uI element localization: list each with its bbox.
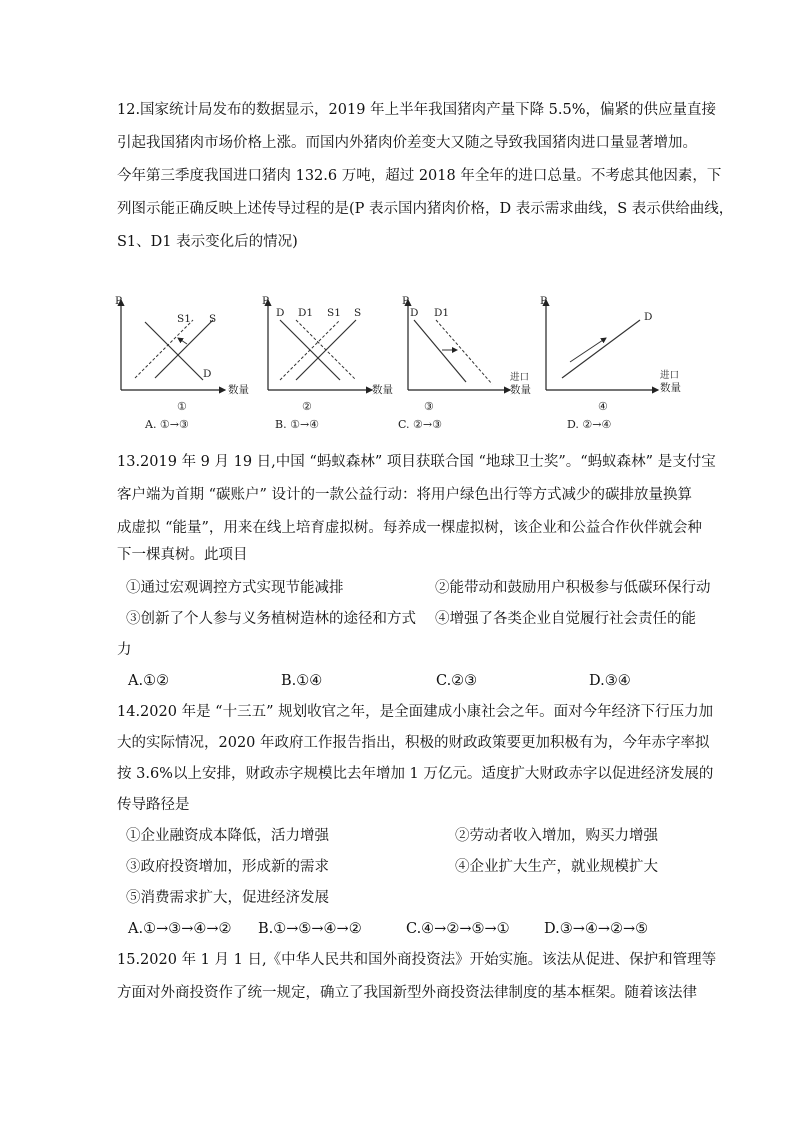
graph-4-number: ④ <box>598 400 608 413</box>
axis-label-p: P <box>402 295 410 307</box>
demand-d-curve <box>414 320 466 382</box>
label-d: D <box>276 307 285 319</box>
demand-d-curve <box>145 322 203 380</box>
q13-option-a: A.①② <box>128 673 170 689</box>
q12-line: 12.国家统计局发布的数据显示，2019 年上半年我国猪肉产量下降 5.5%，偏紧的供应量直接 <box>117 102 717 118</box>
option-d: D. ②→④ <box>567 418 612 431</box>
graph-3-number: ③ <box>424 400 434 413</box>
q14-item-2: ②劳动者收入增加，购买力增强 <box>455 828 658 844</box>
demand-d1-curve <box>436 320 492 384</box>
label-s: S <box>209 313 217 325</box>
q12-line: S1、D1 表示变化后的情况) <box>117 234 298 250</box>
q13-item-3: ③创新了个人参与义务植树造林的途径和方式 <box>126 611 416 627</box>
label-d: D <box>203 368 212 380</box>
option-c: C. ②→③ <box>398 418 442 431</box>
q14-option-c: C.④→②→⑤→① <box>406 921 510 937</box>
x-axis-label-quantity: 数量 <box>510 384 531 396</box>
option-b: B. ①→④ <box>275 418 320 431</box>
graph-4 <box>540 292 690 397</box>
x-axis-label: 数量 <box>372 384 393 396</box>
graph-1-number: ① <box>177 400 187 413</box>
label-s: S <box>354 307 362 319</box>
q12-line: 列图示能正确反映上述传导过程的是(P 表示国内猪肉价格，D 表示需求曲线，S 表示供给曲线， <box>117 201 734 217</box>
q14-item-3: ③政府投资增加，形成新的需求 <box>126 859 329 875</box>
q14-option-d: D.③→④→②→⑤ <box>544 921 649 937</box>
q15-line: 15.2020 年 1 月 1 日,《中华人民共和国外商投资法》开始实施。该法从促进、保护和管理等 <box>117 952 717 968</box>
graph-3 <box>402 292 552 397</box>
q13-item-4-cont: 力 <box>117 642 132 658</box>
x-axis-label-import: 进口 <box>660 370 680 381</box>
q15-line: 方面对外商投资作了统一规定，确立了我国新型外商投资法律制度的基本框架。随着该法律 <box>117 985 697 1001</box>
axis-label-p: P <box>540 295 548 307</box>
q14-option-b: B.①→⑤→④→② <box>258 921 362 937</box>
label-s1: S1 <box>177 313 191 325</box>
axis-label-p: P <box>115 295 123 307</box>
q13-item-2: ②能带动和鼓励用户积极参与低碳环保行动 <box>435 580 711 596</box>
q12-line: 引起我国猪肉市场价格上涨。而国内外猪肉价差变大又随之导致我国猪肉进口量显著增加。 <box>117 135 697 151</box>
q14-option-a: A.①→③→④→② <box>128 921 232 937</box>
graph-2 <box>262 292 412 397</box>
x-axis-label-import: 进口 <box>510 372 530 383</box>
x-axis-label: 数量 <box>228 384 249 396</box>
q14-line: 大的实际情况，2020 年政府工作报告指出，积极的财政政策要更加积极有为，今年赤字率拟 <box>117 735 710 751</box>
q14-item-5: ⑤消费需求扩大，促进经济发展 <box>126 890 329 906</box>
graph-1 <box>115 292 265 397</box>
label-d: D <box>410 307 419 319</box>
x-axis-label-quantity: 数量 <box>660 382 681 394</box>
q13-item-1: ①通过宏观调控方式实现节能减排 <box>126 580 344 596</box>
q13-item-4: ④增强了各类企业自觉履行社会责任的能 <box>435 611 696 627</box>
q13-option-d: D.③④ <box>589 673 631 689</box>
q13-line: 13.2019 年 9 月 19 日,中国 “蚂蚁森林” 项目获联合国 “地球卫士奖”。“蚂蚁森林” 是支付宝 <box>117 454 716 470</box>
q14-item-4: ④企业扩大生产，就业规模扩大 <box>455 859 658 875</box>
q14-line: 按 3.6%以上安排，财政赤字规模比去年增加 1 万亿元。适度扩大财政赤字以促进经济发展的 <box>117 766 714 782</box>
q13-option-b: B.①④ <box>281 673 323 689</box>
q13-option-c: C.②③ <box>436 673 478 689</box>
q14-item-1: ①企业融资成本降低，活力增强 <box>126 828 329 844</box>
q14-line: 传导路径是 <box>117 797 190 813</box>
option-a: A. ①→③ <box>145 418 189 431</box>
label-d: D <box>644 311 653 323</box>
shift-arrow <box>178 338 187 344</box>
label-s1: S1 <box>327 307 341 319</box>
q14-line: 14.2020 年是 “十三五” 规划收官之年，是全面建成小康社会之年。面对今年经济下行压力加 <box>117 704 714 720</box>
graph-2-number: ② <box>302 400 312 413</box>
demand-d-curve <box>562 320 640 378</box>
q13-line: 客户端为首期 “碳账户” 设计的一款公益行动：将用户绿色出行等方式减少的碳排放量换算 <box>117 487 693 503</box>
label-d1: D1 <box>434 307 450 319</box>
q12-line: 今年第三季度我国进口猪肉 132.6 万吨，超过 2018 年全年的进口总量。不考虑其他因素，下 <box>117 168 722 184</box>
label-d1: D1 <box>298 307 314 319</box>
q13-line: 成虚拟 “能量”，用来在线上培育虚拟树。每养成一棵虚拟树，该企业和公益合作伙伴就会种 <box>117 520 702 536</box>
q13-line: 下一棵真树。此项目 <box>117 547 248 563</box>
axis-label-p: P <box>262 295 270 307</box>
